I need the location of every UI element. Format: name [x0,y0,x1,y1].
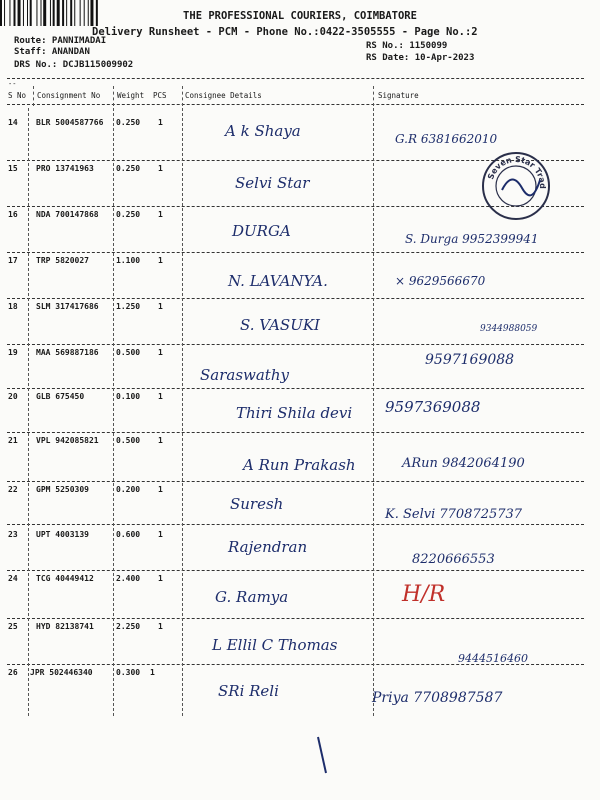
row-consignment: BLR 5004587766 [36,118,104,127]
row-weight: 1.100 [116,256,141,265]
row-consignment: GLB 675450 [36,392,85,401]
document-title: THE PROFESSIONAL COURIERS, COIMBATORE [183,10,417,22]
row-pcs: 1 [158,256,163,265]
row-signature: G.R 6381662010 [395,132,498,146]
row-sno: 15 [8,164,18,173]
row-consignee-name: N. LAVANYA. [228,272,328,290]
row-signature: K. Selvi 7708725737 [385,507,523,522]
row-consignee-name: A k Shaya [225,122,301,140]
row-weight: 0.250 [116,210,141,219]
row-consignment: TCG 40449412 [36,574,94,583]
row-sno: 16 [8,210,18,219]
row-pcs: 1 [158,436,163,445]
pen-stroke-mark [312,735,332,775]
row-rule [7,524,584,525]
row-pcs: 1 [158,348,163,357]
row-consignee-name: DURGA [232,222,291,240]
row-signature: × 9629566670 [395,274,486,288]
row-consignee-name: Rajendran [228,538,308,556]
row-signature: 9597169088 [425,352,515,368]
col-header-signature: Signature [378,91,419,100]
row-rule [7,298,584,299]
table-row [0,485,600,525]
row-weight: 0.250 [116,164,141,173]
row-signature: S. Durga 9952399941 [405,232,539,246]
row-sno: 22 [8,485,18,494]
row-pcs: 1 [158,392,163,401]
row-consignee-name: L Ellil C Thomas [212,636,338,654]
col-divider [113,108,114,716]
col-header-sno: S No [8,91,27,100]
row-consignee-name: A Run Prakash [243,456,356,474]
dash-marks: -- [8,80,17,88]
col-header-consignee: Consignee Details [185,91,262,100]
red-handwritten-mark: H/R [402,582,446,607]
row-weight: 0.500 [116,348,141,357]
row-signature: 9597369088 [385,398,481,416]
row-rule [7,664,584,665]
row-consignee-name: SRi Reli [218,682,279,700]
row-pcs: 1 [158,302,163,311]
row-rule [7,481,584,482]
row-signature: 8220666553 [412,552,495,567]
row-weight: 0.100 [116,392,141,401]
row-signature: Priya 7708987587 [372,690,503,706]
row-consignment: GPM 5250309 [36,485,89,494]
route-label: Route: PANNIMADAI [14,36,107,46]
row-pcs: 1 [158,622,163,631]
row-pcs: 1 [158,164,163,173]
seven-star-stamp-image [480,150,552,222]
row-consignment: NDA 700147868 [36,210,99,219]
table-row [0,348,600,388]
row-sno: 14 [8,118,18,127]
row-consignment: PRO 13741963 [36,164,94,173]
row-pcs: 1 [150,668,155,677]
row-sno: 20 [8,392,18,401]
row-consignment: SLM 317417686 [36,302,99,311]
row-weight: 0.600 [116,530,141,539]
row-pcs: 1 [158,485,163,494]
col-header-consignment: Consignment No [37,91,101,100]
row-consignee-name: Suresh [230,495,284,513]
table-row [0,622,600,665]
row-rule [7,618,584,619]
col-divider [373,108,374,716]
table-row [0,302,600,342]
col-divider [28,108,29,716]
row-weight: 0.250 [116,118,141,127]
table-row [0,392,600,432]
row-consignment: TRP 5820027 [36,256,89,265]
row-signature: ARun 9842064190 [402,456,525,471]
row-consignment: HYD 82138741 [36,622,94,631]
row-sno: 24 [8,574,18,583]
row-weight: 1.250 [116,302,141,311]
row-weight: 2.400 [116,574,141,583]
col-divider [373,86,374,106]
row-rule [7,432,584,433]
row-rule [7,344,584,345]
col-header-weight: Weight [117,91,145,100]
row-sno: 19 [8,348,18,357]
col-divider [182,108,183,716]
row-consignment: UPT 4003139 [36,530,89,539]
table-row [0,668,600,708]
row-consignment: MAA 569887186 [36,348,99,357]
row-consignment: JPR 502446340 [30,668,93,677]
row-rule [7,388,584,389]
table-row [0,436,600,476]
row-consignee-name: Thiri Shila devi [236,404,353,422]
row-sno: 17 [8,256,18,265]
document-subtitle: Delivery Runsheet - PCM - Phone No.:0422-3505555 - Page No.:2 [92,26,478,38]
row-weight: 0.500 [116,436,141,445]
rs-number: RS No.: 1150099 [366,41,448,51]
rs-date: RS Date: 10-Apr-2023 [366,53,475,63]
row-sno: 18 [8,302,18,311]
row-weight: 0.200 [116,485,141,494]
row-consignee-name: Selvi Star [235,174,310,192]
table-row [0,530,600,570]
header-rule-bottom [7,104,584,105]
row-pcs: 1 [158,210,163,219]
col-divider [113,86,114,106]
row-sno: 21 [8,436,18,445]
row-signature: 9344988059 [480,324,538,334]
row-pcs: 1 [158,574,163,583]
row-sno: 25 [8,622,18,631]
col-divider [33,86,34,106]
row-consignment: VPL 942085821 [36,436,99,445]
drs-number: DRS No.: DCJB115009902 [14,60,134,70]
row-pcs: 1 [158,530,163,539]
row-weight: 0.300 [116,668,141,677]
header-rule-top [7,78,584,79]
row-sno: 26 [8,668,18,677]
staff-label: Staff: ANANDAN [14,47,90,57]
row-rule [7,570,584,571]
row-consignee-name: G. Ramya [215,588,289,606]
svg-text:Seven Star Trad: Seven Star Trad [486,154,548,189]
row-pcs: 1 [158,118,163,127]
col-divider [182,86,183,106]
table-row [0,574,600,614]
row-sno: 23 [8,530,18,539]
row-consignee-name: Saraswathy [200,366,289,384]
row-rule [7,252,584,253]
row-weight: 2.250 [116,622,141,631]
row-signature: 9444516460 [458,652,528,665]
row-consignee-name: S. VASUKI [240,316,320,334]
table-row [0,256,600,296]
col-header-pcs: PCS [153,91,167,100]
